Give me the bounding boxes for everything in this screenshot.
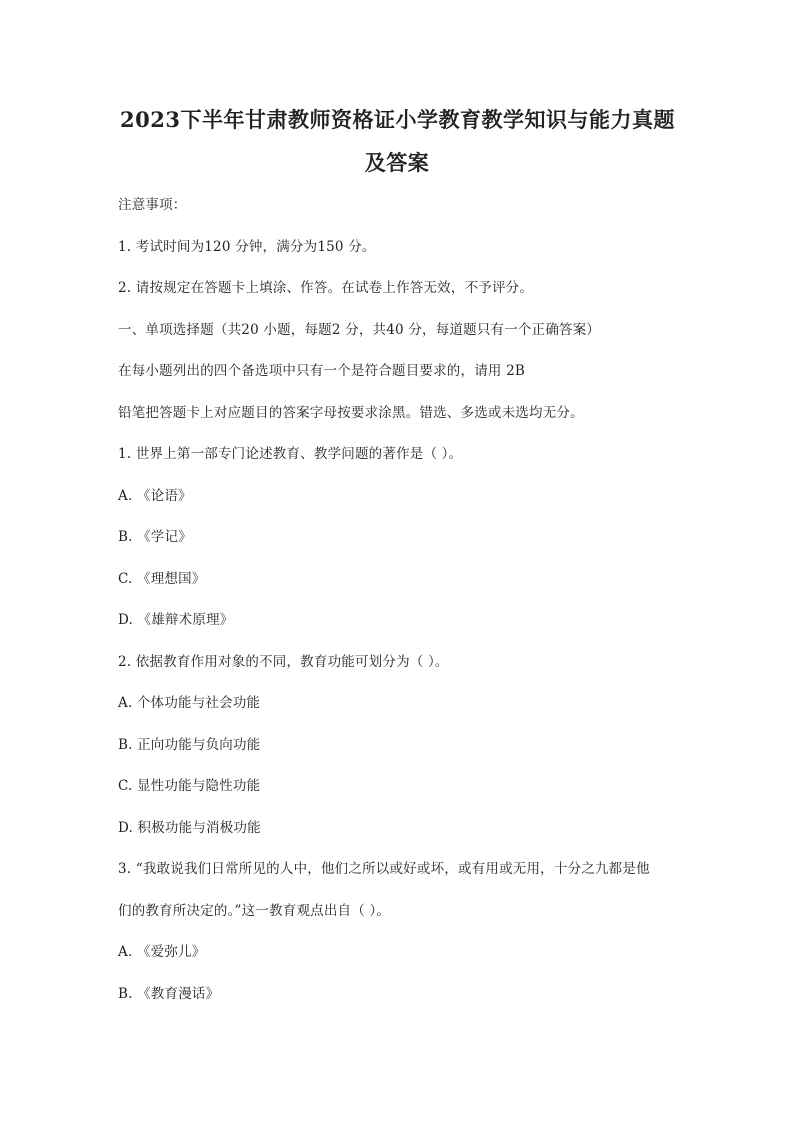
document-title-line2: 及答案	[364, 150, 430, 175]
question-2-option-d: D. 积极功能与消极功能	[118, 820, 261, 836]
question-2-stem: 2. 依据教育作用对象的不同，教育功能可划分为（ ）。	[118, 654, 449, 670]
question-2-option-c: C. 显性功能与隐性功能	[118, 778, 261, 794]
notes-heading: 注意事项：	[118, 197, 187, 213]
question-1-stem: 1. 世界上第一部专门论述教育、教学问题的著作是（ ）。	[118, 446, 463, 462]
question-2-option-b: B. 正向功能与负向功能	[118, 737, 261, 753]
question-1-option-d: D. 《雄辩术原理》	[118, 612, 234, 628]
question-3-stem-line1: 3. “我敢说我们日常所见的人中，他们之所以或好或坏，或有用或无用，十分之九都是他	[118, 861, 650, 877]
question-3-option-b: B. 《教育漫话》	[118, 986, 220, 1002]
question-1-option-b: B. 《学记》	[118, 529, 192, 545]
question-3-stem-line2: 们的教育所决定的。”这一教育观点出自（ ）。	[118, 903, 391, 919]
question-1-option-c: C. 《理想国》	[118, 571, 206, 587]
document-title-line1: 2023下半年甘肃教师资格证小学教育教学知识与能力真题	[120, 107, 675, 132]
section1-instruction-2: 铅笔把答题卡上对应题目的答案字母按要求涂黑。错选、多选或未选均无分。	[118, 405, 584, 421]
note-2: 2. 请按规定在答题卡上填涂、作答。在试卷上作答无效，不予评分。	[118, 280, 534, 296]
section1-heading: 一、单项选择题（共20 小题，每题2 分，共40 分，每道题只有一个正确答案）	[118, 322, 601, 338]
question-3-option-a: A. 《爱弥儿》	[118, 944, 206, 960]
question-1-option-a: A. 《论语》	[118, 488, 192, 504]
section1-instruction-1: 在每小题列出的四个备选项中只有一个是符合题目要求的，请用 2B	[118, 363, 526, 379]
question-2-option-a: A. 个体功能与社会功能	[118, 695, 261, 711]
note-1: 1. 考试时间为120 分钟，满分为150 分。	[118, 239, 376, 255]
